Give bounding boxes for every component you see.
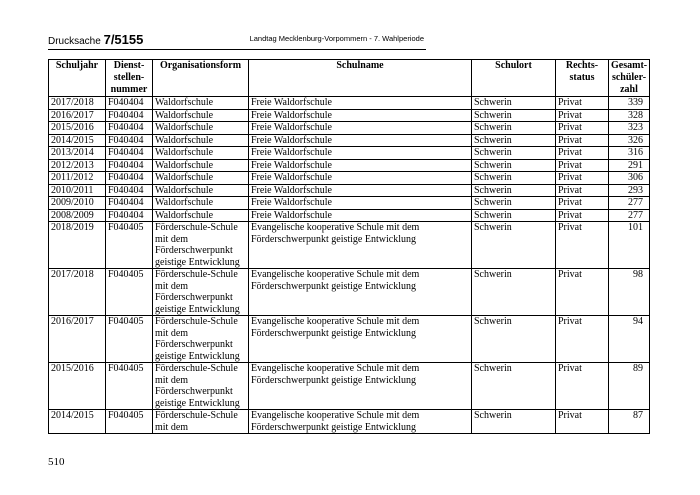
table-cell-schulname: Freie Waldorfschule bbox=[249, 109, 472, 122]
table-cell-dienststellennummer: F040404 bbox=[106, 172, 153, 185]
table-cell-schulname: Freie Waldorfschule bbox=[249, 159, 472, 172]
table-cell-gesamtschuelerzahl: 89 bbox=[609, 363, 650, 410]
table-cell-rechtsstatus: Privat bbox=[556, 363, 609, 410]
table-cell-schulname: Freie Waldorfschule bbox=[249, 172, 472, 185]
table-row bbox=[49, 269, 650, 316]
table-cell-schuljahr: 2012/2013 bbox=[49, 159, 106, 172]
table-cell-schulname: Evangelische kooperative Schule mit dem Förderschwerpunkt geistige Entwicklung bbox=[249, 316, 472, 363]
table-cell-schuljahr: 2017/2018 bbox=[49, 269, 106, 316]
table-cell-schulname: Freie Waldorfschule bbox=[249, 209, 472, 222]
table-cell-rechtsstatus: Privat bbox=[556, 269, 609, 316]
table-cell-schulort: Schwerin bbox=[472, 109, 556, 122]
table-row bbox=[49, 109, 650, 122]
table-cell-schuljahr: 2014/2015 bbox=[49, 134, 106, 147]
table-cell-schuljahr: 2014/2015 bbox=[49, 410, 106, 434]
table-cell-schuljahr: 2015/2016 bbox=[49, 122, 106, 135]
table-cell-schulort: Schwerin bbox=[472, 172, 556, 185]
table-cell-rechtsstatus: Privat bbox=[556, 184, 609, 197]
table-cell-schulort: Schwerin bbox=[472, 269, 556, 316]
table-cell-gesamtschuelerzahl: 293 bbox=[609, 184, 650, 197]
table-cell-rechtsstatus: Privat bbox=[556, 134, 609, 147]
table-cell-schuljahr: 2009/2010 bbox=[49, 197, 106, 210]
table-cell-schulort: Schwerin bbox=[472, 363, 556, 410]
table-cell-organisationsform: Waldorfschule bbox=[153, 134, 249, 147]
table-cell-dienststellennummer: F040404 bbox=[106, 122, 153, 135]
table-cell-rechtsstatus: Privat bbox=[556, 97, 609, 110]
table-cell-schulort: Schwerin bbox=[472, 122, 556, 135]
table-cell-organisationsform: Waldorfschule bbox=[153, 109, 249, 122]
table-cell-rechtsstatus: Privat bbox=[556, 172, 609, 185]
table-cell-schulname: Freie Waldorfschule bbox=[249, 147, 472, 160]
table-row bbox=[49, 122, 650, 135]
column-header-schuljahr: Schuljahr bbox=[49, 60, 106, 97]
table-cell-gesamtschuelerzahl: 323 bbox=[609, 122, 650, 135]
document-label: Drucksache bbox=[48, 36, 101, 47]
table-cell-rechtsstatus: Privat bbox=[556, 410, 609, 434]
table-cell-schuljahr: 2016/2017 bbox=[49, 316, 106, 363]
table-cell-organisationsform: Förderschule-Schule mit dem Förderschwerpunkt geistige Entwicklung bbox=[153, 316, 249, 363]
table-cell-schuljahr: 2016/2017 bbox=[49, 109, 106, 122]
table-cell-rechtsstatus: Privat bbox=[556, 209, 609, 222]
table-cell-schulname: Freie Waldorfschule bbox=[249, 97, 472, 110]
table-header-row bbox=[49, 60, 650, 97]
table-cell-organisationsform: Waldorfschule bbox=[153, 147, 249, 160]
column-header-schulname: Schulname bbox=[249, 60, 472, 97]
table-cell-schulort: Schwerin bbox=[472, 209, 556, 222]
table-cell-schulort: Schwerin bbox=[472, 410, 556, 434]
table-cell-schuljahr: 2011/2012 bbox=[49, 172, 106, 185]
table-cell-schulname: Freie Waldorfschule bbox=[249, 197, 472, 210]
table-cell-gesamtschuelerzahl: 326 bbox=[609, 134, 650, 147]
table-cell-dienststellennummer: F040404 bbox=[106, 159, 153, 172]
table-cell-gesamtschuelerzahl: 94 bbox=[609, 316, 650, 363]
column-header-dienststellennummer: Dienst- stellen- nummer bbox=[106, 60, 153, 97]
table-cell-gesamtschuelerzahl: 291 bbox=[609, 159, 650, 172]
column-header-organisationsform: Organisationsform bbox=[153, 60, 249, 97]
table-cell-schulort: Schwerin bbox=[472, 159, 556, 172]
table-cell-schulort: Schwerin bbox=[472, 316, 556, 363]
table-row bbox=[49, 410, 650, 434]
table-cell-schuljahr: 2015/2016 bbox=[49, 363, 106, 410]
table-row bbox=[49, 209, 650, 222]
table-cell-organisationsform: Waldorfschule bbox=[153, 97, 249, 110]
table-row bbox=[49, 134, 650, 147]
table-cell-dienststellennummer: F040404 bbox=[106, 197, 153, 210]
table-cell-gesamtschuelerzahl: 306 bbox=[609, 172, 650, 185]
table-cell-organisationsform: Waldorfschule bbox=[153, 197, 249, 210]
table-cell-schulort: Schwerin bbox=[472, 184, 556, 197]
table-cell-schulname: Freie Waldorfschule bbox=[249, 184, 472, 197]
table-cell-dienststellennummer: F040405 bbox=[106, 410, 153, 434]
table-cell-schuljahr: 2018/2019 bbox=[49, 222, 106, 269]
table-cell-schulname: Freie Waldorfschule bbox=[249, 122, 472, 135]
parliament-label: Landtag Mecklenburg-Vorpommern - 7. Wahlperiode bbox=[249, 34, 424, 43]
table-cell-schulort: Schwerin bbox=[472, 222, 556, 269]
table-cell-gesamtschuelerzahl: 339 bbox=[609, 97, 650, 110]
table-row bbox=[49, 197, 650, 210]
table-cell-organisationsform: Waldorfschule bbox=[153, 184, 249, 197]
table-cell-gesamtschuelerzahl: 277 bbox=[609, 197, 650, 210]
column-header-gesamtschuelerzahl: Gesamt- schüler- zahl bbox=[609, 60, 650, 97]
table-cell-schulort: Schwerin bbox=[472, 147, 556, 160]
table-cell-dienststellennummer: F040405 bbox=[106, 363, 153, 410]
page-number: 510 bbox=[48, 456, 65, 468]
table-cell-organisationsform: Waldorfschule bbox=[153, 209, 249, 222]
column-header-rechtsstatus: Rechts- status bbox=[556, 60, 609, 97]
page-header bbox=[48, 29, 426, 50]
table-cell-organisationsform: Förderschule-Schule mit dem bbox=[153, 410, 249, 434]
table-cell-organisationsform: Förderschule-Schule mit dem Förderschwerpunkt geistige Entwicklung bbox=[153, 363, 249, 410]
table-row bbox=[49, 97, 650, 110]
table-cell-gesamtschuelerzahl: 328 bbox=[609, 109, 650, 122]
table-cell-schuljahr: 2008/2009 bbox=[49, 209, 106, 222]
table-row bbox=[49, 316, 650, 363]
table-cell-schuljahr: 2017/2018 bbox=[49, 97, 106, 110]
table-cell-rechtsstatus: Privat bbox=[556, 222, 609, 269]
table-cell-schulort: Schwerin bbox=[472, 134, 556, 147]
table-cell-schulname: Evangelische kooperative Schule mit dem Förderschwerpunkt geistige Entwicklung bbox=[249, 222, 472, 269]
table-cell-schuljahr: 2010/2011 bbox=[49, 184, 106, 197]
table-cell-schulname: Evangelische kooperative Schule mit dem Förderschwerpunkt geistige Entwicklung bbox=[249, 410, 472, 434]
table-cell-rechtsstatus: Privat bbox=[556, 109, 609, 122]
table-cell-dienststellennummer: F040404 bbox=[106, 184, 153, 197]
table-cell-gesamtschuelerzahl: 277 bbox=[609, 209, 650, 222]
table-cell-schulort: Schwerin bbox=[472, 197, 556, 210]
table-cell-organisationsform: Waldorfschule bbox=[153, 122, 249, 135]
table-cell-dienststellennummer: F040404 bbox=[106, 109, 153, 122]
table-cell-schulname: Freie Waldorfschule bbox=[249, 134, 472, 147]
table-cell-organisationsform: Förderschule-Schule mit dem Förderschwerpunkt geistige Entwicklung bbox=[153, 269, 249, 316]
schools-table bbox=[48, 59, 650, 434]
table-cell-dienststellennummer: F040404 bbox=[106, 209, 153, 222]
table-cell-rechtsstatus: Privat bbox=[556, 122, 609, 135]
table-cell-dienststellennummer: F040404 bbox=[106, 147, 153, 160]
table-cell-organisationsform: Waldorfschule bbox=[153, 159, 249, 172]
table-cell-dienststellennummer: F040405 bbox=[106, 316, 153, 363]
table-cell-dienststellennummer: F040404 bbox=[106, 134, 153, 147]
table-cell-gesamtschuelerzahl: 101 bbox=[609, 222, 650, 269]
table-cell-dienststellennummer: F040405 bbox=[106, 222, 153, 269]
table-cell-schulname: Evangelische kooperative Schule mit dem Förderschwerpunkt geistige Entwicklung bbox=[249, 363, 472, 410]
table-cell-rechtsstatus: Privat bbox=[556, 197, 609, 210]
table-body bbox=[49, 97, 650, 434]
document-reference bbox=[48, 32, 143, 47]
table-cell-schuljahr: 2013/2014 bbox=[49, 147, 106, 160]
table-row bbox=[49, 172, 650, 185]
table-cell-schulort: Schwerin bbox=[472, 97, 556, 110]
table-row bbox=[49, 159, 650, 172]
table-cell-rechtsstatus: Privat bbox=[556, 316, 609, 363]
table-cell-gesamtschuelerzahl: 316 bbox=[609, 147, 650, 160]
table-cell-rechtsstatus: Privat bbox=[556, 147, 609, 160]
column-header-schulort: Schulort bbox=[472, 60, 556, 97]
document-number: 7/5155 bbox=[103, 32, 144, 47]
table-row bbox=[49, 147, 650, 160]
table-cell-dienststellennummer: F040404 bbox=[106, 97, 153, 110]
table-cell-dienststellennummer: F040405 bbox=[106, 269, 153, 316]
table-row bbox=[49, 184, 650, 197]
table-cell-gesamtschuelerzahl: 87 bbox=[609, 410, 650, 434]
table-cell-schulname: Evangelische kooperative Schule mit dem Förderschwerpunkt geistige Entwicklung bbox=[249, 269, 472, 316]
table-cell-rechtsstatus: Privat bbox=[556, 159, 609, 172]
table-cell-gesamtschuelerzahl: 98 bbox=[609, 269, 650, 316]
table-row bbox=[49, 222, 650, 269]
table-cell-organisationsform: Förderschule-Schule mit dem Förderschwerpunkt geistige Entwicklung bbox=[153, 222, 249, 269]
table-row bbox=[49, 363, 650, 410]
table-cell-organisationsform: Waldorfschule bbox=[153, 172, 249, 185]
